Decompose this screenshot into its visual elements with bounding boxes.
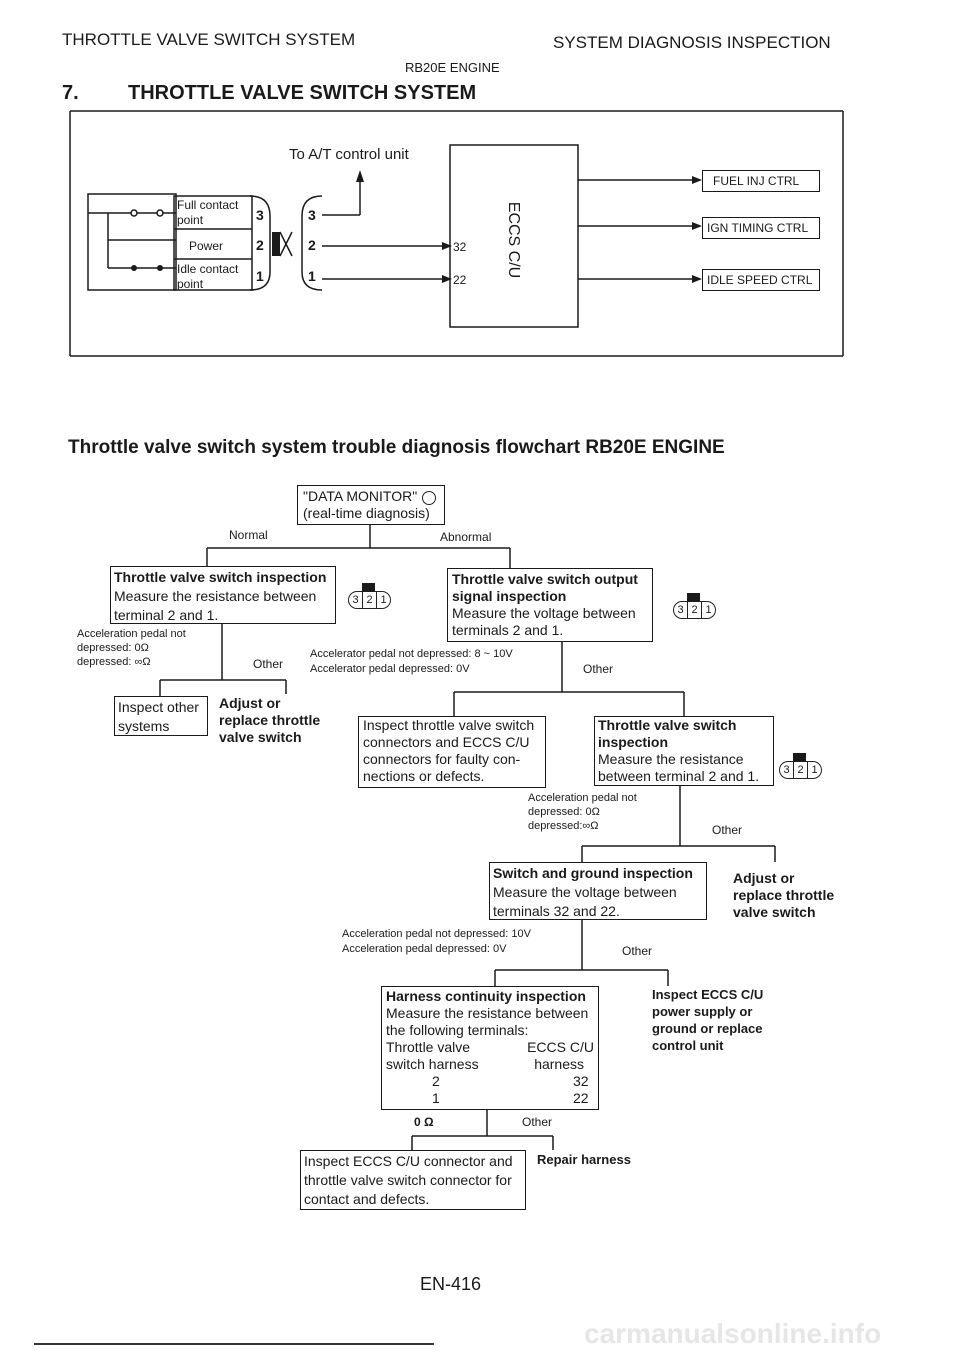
connector-tab-1 bbox=[362, 583, 375, 592]
other-4: Other bbox=[622, 944, 653, 958]
switch-label-power: Power bbox=[189, 239, 224, 253]
cond-resistance-1-l2: depressed: 0Ω bbox=[77, 642, 149, 654]
connector-tab-2 bbox=[687, 593, 700, 602]
cond-resistance-2-l1: Acceleration pedal not bbox=[528, 792, 637, 804]
harness-pin-2: 2 bbox=[308, 237, 316, 253]
inspect-other-box: Inspect other systems bbox=[114, 696, 208, 736]
connector-pin: 1 bbox=[380, 594, 387, 606]
output-ign-timing: IGN TIMING CTRL bbox=[702, 217, 820, 239]
adjust-2: Adjust or replace throttle valve switch bbox=[733, 870, 835, 920]
ecu-terminal-22: 22 bbox=[453, 273, 467, 287]
section-number: 7. bbox=[62, 82, 79, 104]
other-2: Other bbox=[583, 662, 614, 676]
cond-voltage-1-l1: Accelerator pedal not depressed: 8 ~ 10V bbox=[310, 648, 513, 660]
zero-ohm: 0 Ω bbox=[414, 1115, 434, 1129]
connector-tab-3 bbox=[793, 753, 806, 762]
final-box: Inspect ECCS C/U connector and throttle valve switch connector for contact and defects. bbox=[300, 1150, 526, 1210]
cond-voltage-2-l2: Acceleration pedal depressed: 0V bbox=[342, 943, 507, 955]
cond-resistance-1-l1: Acceleration pedal not bbox=[77, 628, 186, 640]
flowchart-title: Throttle valve switch system trouble diagnosis flowchart RB20E ENGINE bbox=[68, 437, 725, 458]
harness-box: Harness continuity inspection Measure the resistance between the following terminals: Throttle valve ECCS C/U switch harness harness 2 32 1 22 bbox=[381, 986, 599, 1110]
harness-row-b: 32 bbox=[573, 1073, 589, 1089]
other-1: Other bbox=[253, 657, 284, 671]
harness-row-a: 1 bbox=[432, 1090, 440, 1106]
harness-col-b1: ECCS C/U bbox=[527, 1039, 594, 1055]
cond-resistance-2-l2: depressed: 0Ω bbox=[528, 806, 600, 818]
switch-pin-2: 2 bbox=[256, 237, 264, 253]
cond-voltage-1-l2: Accelerator pedal depressed: 0V bbox=[310, 663, 470, 675]
connector-pin: 3 bbox=[674, 602, 688, 618]
tvs-inspection-box: Throttle valve switch inspection Measure the resistance between terminal 2 and 1. bbox=[110, 566, 336, 624]
page-number: EN-416 bbox=[420, 1274, 482, 1294]
harness-pin-1: 1 bbox=[308, 268, 316, 284]
connector-icon-3 bbox=[779, 761, 822, 779]
switch-pin-3: 3 bbox=[256, 207, 264, 223]
data-monitor-box: "DATA MONITOR" (real-time diagnosis) bbox=[297, 485, 445, 525]
connectors-box: Inspect throttle valve switch connectors and ECCS C/U connectors for faulty con- nections or defects. bbox=[358, 716, 546, 788]
ecu-terminal-32: 32 bbox=[453, 240, 467, 254]
inspect-eccs: Inspect ECCS C/U power supply or ground or replace control unit bbox=[652, 987, 764, 1053]
cond-voltage-2-l1: Acceleration pedal not depressed: 10V bbox=[342, 928, 531, 940]
repair-harness: Repair harness bbox=[537, 1152, 631, 1167]
output-fuel-inj: FUEL INJ CTRL bbox=[702, 170, 820, 192]
other-3: Other bbox=[712, 823, 743, 837]
at-control-label: To A/T control unit bbox=[289, 146, 409, 163]
harness-row-a: 2 bbox=[432, 1073, 440, 1089]
cond-resistance-2-l3: depressed:∞Ω bbox=[528, 820, 599, 832]
header-right: SYSTEM DIAGNOSIS INSPECTION bbox=[553, 33, 831, 52]
switch-label-idle-1: Idle contact bbox=[177, 262, 239, 276]
harness-col-a2: switch harness bbox=[386, 1056, 479, 1072]
switch-label-full-2: point bbox=[177, 213, 204, 227]
harness-row-b: 22 bbox=[573, 1090, 589, 1106]
branch-abnormal: Abnormal bbox=[440, 530, 492, 544]
tvs-inspection-2-box: Throttle valve switch inspection Measure the resistance between terminal 2 and 1. bbox=[594, 716, 774, 786]
connector-pin: 1 bbox=[811, 764, 818, 776]
consult-icon bbox=[422, 491, 436, 505]
connector-pin: 2 bbox=[794, 762, 808, 778]
header-engine: RB20E ENGINE bbox=[405, 60, 500, 75]
connector-pin: 1 bbox=[705, 604, 712, 616]
branch-normal: Normal bbox=[229, 528, 268, 542]
header-left: THROTTLE VALVE SWITCH SYSTEM bbox=[62, 30, 356, 49]
watermark: carmanualsonline.info bbox=[584, 1318, 882, 1349]
connector-pin: 2 bbox=[363, 592, 377, 608]
harness-col-a1: Throttle valve bbox=[386, 1039, 471, 1055]
output-signal-box: Throttle valve switch output signal inspection Measure the voltage between terminals 2 and 1. bbox=[447, 568, 653, 642]
connector-pin: 2 bbox=[688, 602, 702, 618]
switch-label-idle-2: point bbox=[177, 277, 204, 291]
harness-col-b2: harness bbox=[534, 1056, 584, 1072]
connector-icon-1 bbox=[348, 591, 391, 609]
harness-pin-3: 3 bbox=[308, 207, 316, 223]
switch-ground-box: Switch and ground inspection Measure the voltage between terminals 32 and 22. bbox=[489, 862, 707, 920]
footer-rule bbox=[34, 1343, 434, 1345]
section-title: THROTTLE VALVE SWITCH SYSTEM bbox=[128, 82, 477, 104]
connector-pin: 3 bbox=[780, 762, 794, 778]
switch-pin-1: 1 bbox=[256, 268, 264, 284]
adjust-1: Adjust or replace throttle valve switch bbox=[219, 695, 321, 745]
output-idle-speed: IDLE SPEED CTRL bbox=[702, 269, 820, 291]
switch-label-full-1: Full contact bbox=[177, 198, 239, 212]
other-5: Other bbox=[522, 1115, 553, 1129]
connector-pin: 3 bbox=[349, 592, 363, 608]
connector-icon-2 bbox=[673, 601, 716, 619]
cond-resistance-1-l3: depressed: ∞Ω bbox=[77, 656, 151, 668]
ecu-name: ECCS C/U bbox=[505, 201, 522, 279]
